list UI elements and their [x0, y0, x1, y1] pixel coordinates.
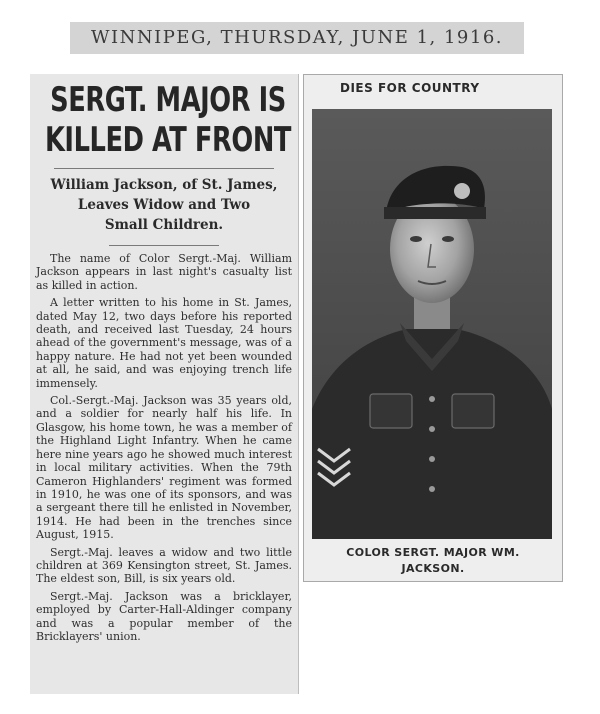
caption-line: JACKSON.	[401, 562, 465, 575]
subheadline	[30, 175, 298, 235]
caption-line: COLOR SERGT. MAJOR WM.	[346, 546, 520, 559]
article-body	[30, 252, 298, 643]
subhead-line: Leaves Widow and Two	[77, 197, 251, 213]
divider	[54, 168, 274, 169]
paragraph: The name of Color Sergt.-Maj. William Jackson appears in last night's casualty list as killed in action.	[36, 252, 292, 292]
dateline: WINNIPEG, THURSDAY, JUNE 1, 1916.	[70, 22, 524, 54]
paragraph: Sergt.-Maj. Jackson was a bricklayer, employed by Carter-Hall-Aldinger company and was a popular member of the Bricklayers' union.	[36, 589, 292, 643]
paragraph: Sergt.-Maj. leaves a widow and two little children at 369 Kensington street, St. James. The eldest son, Bill, is six years old.	[36, 545, 292, 586]
subhead-line: William Jackson, of St. James,	[50, 177, 278, 193]
news-article	[30, 74, 299, 694]
headline-line: KILLED AT FRONT	[44, 120, 292, 160]
photo-label: DIES FOR COUNTRY	[340, 81, 480, 95]
headline-line: SERGT. MAJOR IS	[50, 80, 286, 120]
subhead-line: Small Children.	[104, 217, 224, 233]
paragraph: A letter written to his home in St. James, dated May 12, two days before his reported death, and received last Tuesday, 24 hours ahead of the government's message, was of a happy nature. He had not yet been wounded at all, he said, and was enjoying trench life immensely.	[36, 296, 292, 390]
divider	[109, 245, 219, 246]
soldier-portrait	[312, 109, 552, 539]
headline	[42, 80, 294, 160]
photo-caption	[304, 545, 562, 577]
photo-panel	[303, 74, 563, 582]
paragraph: Col.-Sergt.-Maj. Jackson was 35 years old, and a soldier for nearly half his life. In Glasgow, his home town, he was a member of the Highland Light Infantry. When he came here nine years ago he showed much interest in local military activities. When the 79th Cameron Highlanders' regiment was formed in 1910, he was one of its sponsors, and was a sergeant there till he enlisted in November, 1914. He had been in the trenches since August, 1915.	[36, 394, 292, 542]
